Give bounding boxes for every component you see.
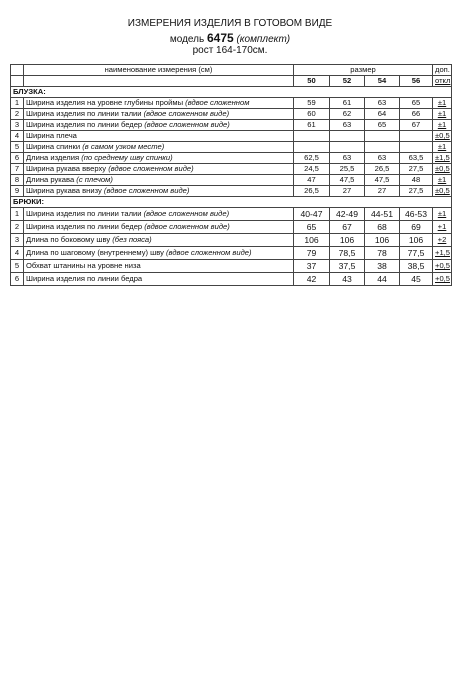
model-number: 6475	[206, 31, 234, 45]
measurement-name	[24, 260, 294, 273]
tolerance-value: ±0,5	[433, 186, 452, 197]
measurement-label: Ширина рукава вверху	[26, 164, 107, 173]
size-value: 24,5	[294, 164, 330, 175]
row-number: 8	[11, 175, 24, 186]
size-value: 48	[400, 175, 433, 186]
tolerance-value: ±1	[433, 98, 452, 109]
table-row	[11, 208, 452, 221]
size-value: 66	[400, 109, 433, 120]
measurement-name	[24, 186, 294, 197]
measurement-name	[24, 164, 294, 175]
size-value: 67	[330, 221, 365, 234]
measurement-label: Ширина рукава внизу	[26, 186, 102, 195]
row-number: 6	[11, 273, 24, 286]
size-value: 38,5	[400, 260, 433, 273]
table-row	[11, 131, 452, 142]
measurements-table	[10, 64, 452, 286]
header-blank	[24, 76, 294, 87]
section-title: БЛУЗКА:	[11, 87, 452, 98]
size-value	[294, 131, 330, 142]
measurement-label: Длина по боковому шву	[26, 235, 111, 244]
size-value: 64	[365, 109, 400, 120]
header-row-2	[11, 76, 452, 87]
table-row	[11, 273, 452, 286]
header-tolerance-2: откл	[433, 76, 452, 87]
size-value: 43	[330, 273, 365, 286]
size-value: 63	[330, 153, 365, 164]
measurement-label: Ширина плеча	[26, 131, 77, 140]
size-value: 61	[330, 98, 365, 109]
size-value	[365, 131, 400, 142]
row-number: 5	[11, 260, 24, 273]
size-value: 59	[294, 98, 330, 109]
measurement-name	[24, 175, 294, 186]
size-value: 63,5	[400, 153, 433, 164]
table-row	[11, 260, 452, 273]
size-value: 106	[294, 234, 330, 247]
measurement-name	[24, 131, 294, 142]
measurement-label: Длина рукава	[26, 175, 75, 184]
measurement-name	[24, 273, 294, 286]
table-row	[11, 221, 452, 234]
size-value: 45	[400, 273, 433, 286]
tolerance-value: ±1	[433, 109, 452, 120]
size-value: 63	[365, 98, 400, 109]
size-value: 65	[400, 98, 433, 109]
size-value	[330, 131, 365, 142]
size-value: 106	[400, 234, 433, 247]
header-row-1	[11, 65, 452, 76]
tolerance-value: ±1	[433, 208, 452, 221]
measurement-note: (вдвое сложенном виде)	[144, 222, 230, 231]
row-number: 6	[11, 153, 24, 164]
table-row	[11, 153, 452, 164]
measurement-label: Ширина изделия по линии бедер	[26, 120, 143, 129]
size-value: 78	[365, 247, 400, 260]
size-value: 67	[400, 120, 433, 131]
row-number: 2	[11, 109, 24, 120]
measurement-name	[24, 247, 294, 260]
size-value: 65	[294, 221, 330, 234]
table-row	[11, 247, 452, 260]
section-title: БРЮКИ:	[11, 197, 452, 208]
size-header: 56	[400, 76, 433, 87]
measurement-name	[24, 142, 294, 153]
measurement-label: Длина изделия	[26, 153, 80, 162]
measurement-name	[24, 234, 294, 247]
row-number: 9	[11, 186, 24, 197]
height-line: рост 164-170см.	[192, 45, 268, 56]
row-number: 4	[11, 247, 24, 260]
table-row	[11, 109, 452, 120]
size-value: 27,5	[400, 164, 433, 175]
size-value: 78,5	[330, 247, 365, 260]
measurement-note: (вдвое сложенном виде)	[143, 109, 230, 118]
size-value: 79	[294, 247, 330, 260]
size-value: 63	[330, 120, 365, 131]
size-value: 47	[294, 175, 330, 186]
size-header: 52	[330, 76, 365, 87]
size-value: 60	[294, 109, 330, 120]
measurement-note: (с плечом)	[76, 175, 113, 184]
tolerance-value: ±0,5	[433, 164, 452, 175]
table-row	[11, 164, 452, 175]
tolerance-value: +1,5	[433, 247, 452, 260]
measurement-name	[24, 98, 294, 109]
tolerance-value: ±1,5	[433, 153, 452, 164]
row-number: 5	[11, 142, 24, 153]
size-value: 26,5	[365, 164, 400, 175]
model-line	[0, 32, 460, 46]
size-value	[365, 142, 400, 153]
measurement-label: Ширина изделия на уровне глубины проймы	[26, 98, 184, 107]
measurement-note: (без пояса)	[112, 235, 152, 244]
size-value: 63	[365, 153, 400, 164]
row-number: 1	[11, 208, 24, 221]
measurement-label: Длина по шаговому (внутреннему) шву	[26, 248, 164, 257]
size-value: 61	[294, 120, 330, 131]
table-row	[11, 234, 452, 247]
table-row	[11, 186, 452, 197]
row-number: 2	[11, 221, 24, 234]
measurement-note: (вдвое сложенном виде)	[144, 120, 230, 129]
header-blank	[11, 65, 24, 76]
size-value: 40-47	[294, 208, 330, 221]
measurement-note: (вдвое сложенном	[185, 98, 250, 107]
size-value: 65	[365, 120, 400, 131]
row-number: 3	[11, 234, 24, 247]
measurement-label: Ширина изделия по линии бедра	[26, 274, 143, 283]
size-value: 106	[365, 234, 400, 247]
tolerance-value: +2	[433, 234, 452, 247]
measurement-label: Ширина изделия по линии талии	[26, 209, 142, 218]
size-header: 54	[365, 76, 400, 87]
table-row	[11, 142, 452, 153]
size-value: 68	[365, 221, 400, 234]
model-suffix: (комплект)	[236, 34, 291, 45]
measurement-note: (вдвое сложенном виде)	[143, 209, 230, 218]
tolerance-value: ±1	[433, 175, 452, 186]
table-row	[11, 175, 452, 186]
header-size: размер	[294, 65, 433, 76]
table-row	[11, 98, 452, 109]
measurement-note: (в самом узком месте)	[82, 142, 165, 151]
size-value: 27,5	[400, 186, 433, 197]
size-value: 42	[294, 273, 330, 286]
size-value: 37,5	[330, 260, 365, 273]
measurement-note: (по среднему шву спинки)	[81, 153, 173, 162]
measurement-name	[24, 221, 294, 234]
size-value	[400, 131, 433, 142]
header-tolerance-1: доп.	[433, 65, 452, 76]
size-value: 62,5	[294, 153, 330, 164]
model-prefix: модель	[169, 34, 205, 45]
measurement-name	[24, 120, 294, 131]
header-blank	[11, 76, 24, 87]
tolerance-value: +0,5	[433, 260, 452, 273]
size-value: 47,5	[330, 175, 365, 186]
row-number: 3	[11, 120, 24, 131]
size-value: 46-53	[400, 208, 433, 221]
measurement-name	[24, 208, 294, 221]
size-value: 42-49	[330, 208, 365, 221]
size-value: 44	[365, 273, 400, 286]
table-row	[11, 120, 452, 131]
document-title: ИЗМЕРЕНИЯ ИЗДЕЛИЯ В ГОТОВОМ ВИДЕ	[127, 18, 333, 29]
size-value: 26,5	[294, 186, 330, 197]
measurement-label: Ширина изделия по линии талии	[26, 109, 142, 118]
tolerance-value: +0,5	[433, 273, 452, 286]
tolerance-value: +1	[433, 221, 452, 234]
measurement-name	[24, 153, 294, 164]
size-value: 69	[400, 221, 433, 234]
measurement-note: (вдвое сложенном виде)	[108, 164, 194, 173]
size-value: 27	[330, 186, 365, 197]
size-value: 27	[365, 186, 400, 197]
measurement-label: Обхват штанины на уровне низа	[26, 261, 141, 270]
size-value: 77,5	[400, 247, 433, 260]
size-value	[400, 142, 433, 153]
tolerance-value: ±0,5	[433, 131, 452, 142]
tolerance-value: ±1	[433, 120, 452, 131]
row-number: 1	[11, 98, 24, 109]
measurement-label: Ширина спинки	[26, 142, 81, 151]
measurement-name	[24, 109, 294, 120]
section-row	[11, 87, 452, 98]
size-value: 62	[330, 109, 365, 120]
size-header: 50	[294, 76, 330, 87]
size-value: 47,5	[365, 175, 400, 186]
header-name: наименование измерения (см)	[24, 65, 294, 76]
measurement-label: Ширина изделия по линии бедер	[26, 222, 143, 231]
tolerance-value: ±1	[433, 142, 452, 153]
size-value: 38	[365, 260, 400, 273]
row-number: 4	[11, 131, 24, 142]
size-value: 37	[294, 260, 330, 273]
size-value: 106	[330, 234, 365, 247]
section-row	[11, 197, 452, 208]
measurement-note: (вдвое сложенном виде)	[103, 186, 190, 195]
size-value: 25,5	[330, 164, 365, 175]
measurement-note: (вдвое сложенном виде)	[166, 248, 252, 257]
size-value	[294, 142, 330, 153]
size-value	[330, 142, 365, 153]
row-number: 7	[11, 164, 24, 175]
size-value: 44-51	[365, 208, 400, 221]
